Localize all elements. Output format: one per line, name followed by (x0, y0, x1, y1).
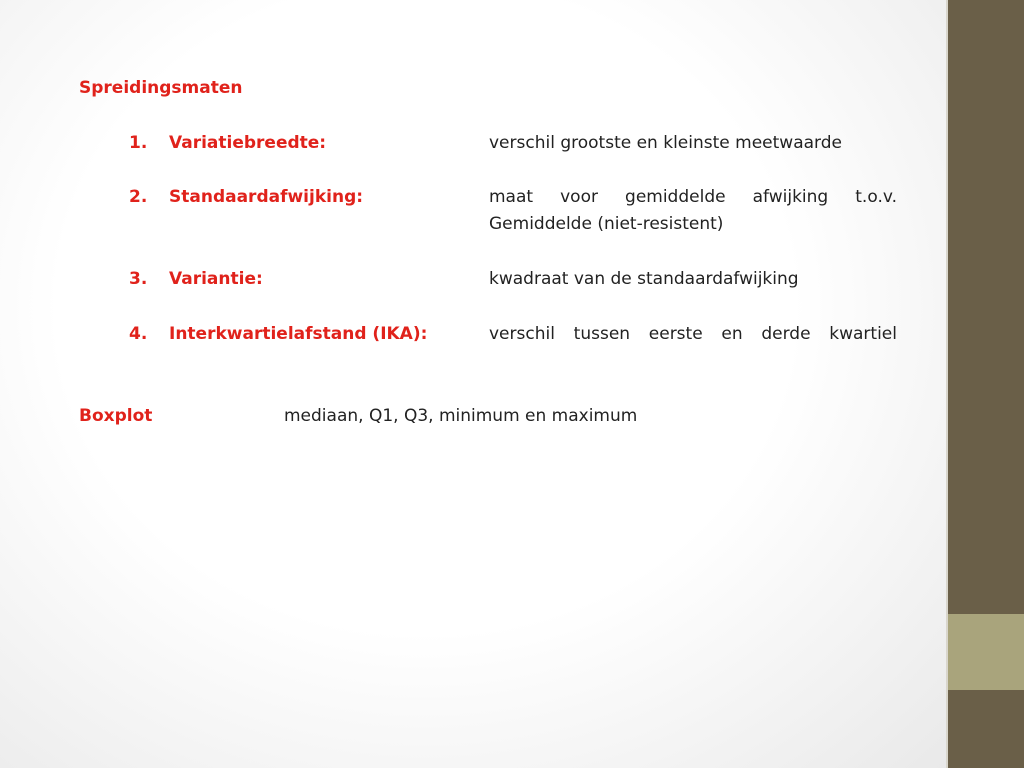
item-1-number: 1. (129, 133, 148, 153)
item-2-description-line2: Gemiddelde (niet-resistent) (489, 214, 724, 234)
boxplot-term: Boxplot (79, 406, 153, 426)
item-1-term: Variatiebreedte: (169, 133, 327, 153)
sidebar-accent-block (948, 614, 1024, 690)
heading-spreidingsmaten: Spreidingsmaten (79, 78, 243, 98)
item-3-term: Variantie: (169, 269, 263, 289)
decorative-sidebar (946, 0, 1024, 768)
item-2-term: Standaardafwijking: (169, 187, 364, 207)
item-2-description-line1: maat voor gemiddelde afwijking t.o.v. (489, 187, 897, 207)
item-2-number: 2. (129, 187, 148, 207)
item-4-term: Interkwartielafstand (IKA): (169, 324, 428, 344)
boxplot-description: mediaan, Q1, Q3, minimum en maximum (284, 406, 638, 426)
item-4-number: 4. (129, 324, 148, 344)
item-3-description: kwadraat van de standaardafwijking (489, 269, 799, 289)
item-3-number: 3. (129, 269, 148, 289)
item-1-description: verschil grootste en kleinste meetwaarde (489, 133, 842, 153)
item-4-description: verschil tussen eerste en derde kwartiel (489, 324, 897, 344)
